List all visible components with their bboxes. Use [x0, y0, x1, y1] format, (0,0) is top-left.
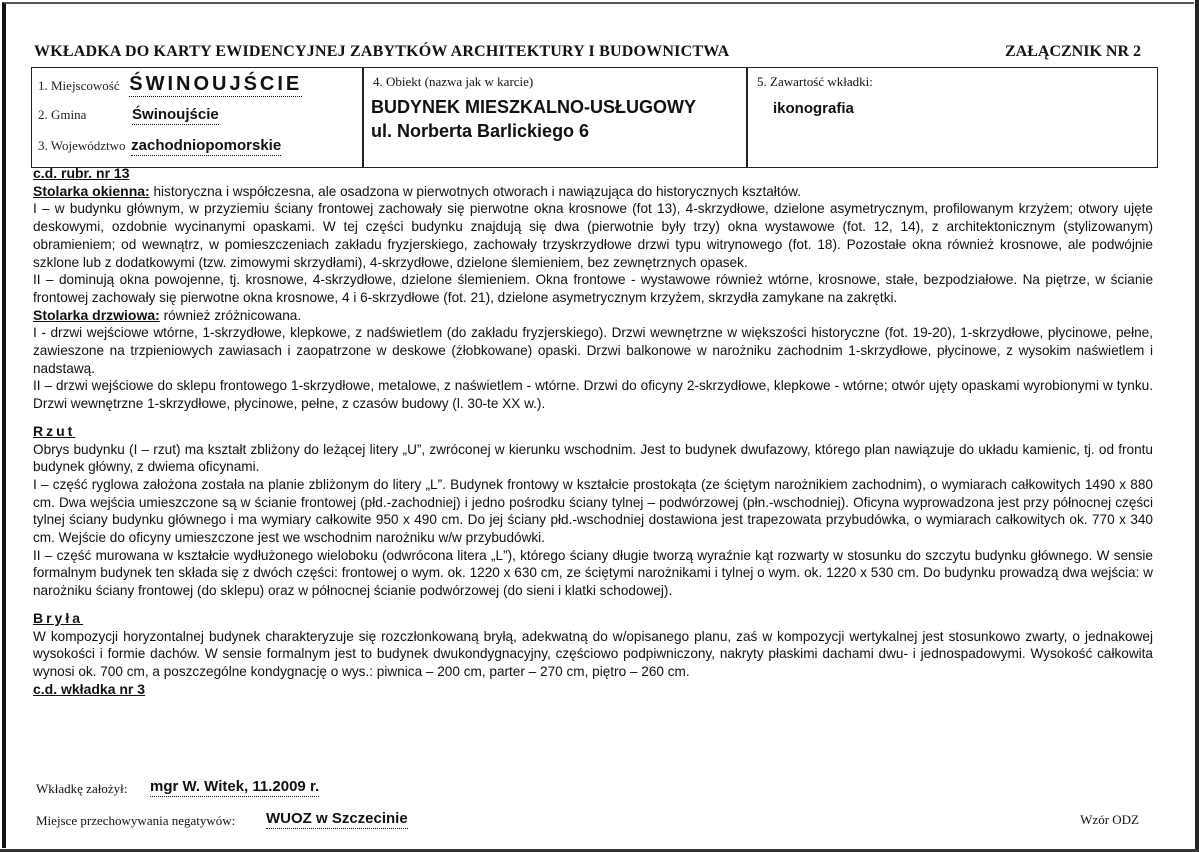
obiekt-address: ul. Norberta Barlickiego 6 — [371, 121, 590, 141]
windows-paragraph-2: II – dominują okna powojenne, tj. krosnowe, 4-skrzydłowe, dzielone ślemieniem. Okna frontowe - wystawowe również wtórne, krosnowe, stałe, bezpodziałowe. Na piętrze, w ścianie frontowej zachowały się pierwotne okna krosnowe, 4 i 6-skrzydłowe (fot. 21), dzielone asymetrycznym krzyżem, skrzydła zamykane na zakrętki. — [33, 272, 1153, 305]
form-divider — [746, 67, 748, 168]
field-gmina — [38, 106, 219, 123]
miejscowosc-value: ŚWINOUJŚCIE — [129, 73, 303, 95]
doors-heading: Stolarka drzwiowa: — [33, 306, 160, 323]
template-code: Wzór ODZ — [1080, 812, 1139, 827]
bryla-paragraph-1: W kompozycji horyzontalnej budynek charakteryzuje się rozczłonkowaną bryłą, adekwatną do w/opisanego planu, zaś w kompozycji wertykalnej jest stosunkowo zwarty, o jednakowej wysokości i formie dachów. W sensie formalnym jest to budynek dwukondygnacyjny, częściowo podpiwniczony, nakryty płaskimi dachami dwu- i jednospadowymi. Wysokość całkowita wynosi ok. 700 cm, a poszczególne kondygnację o wys.: piwnica – 200 cm, parter – 270 cm, piętro – 260 cm. — [33, 628, 1153, 679]
wojewodztwo-label: 3. Województwo — [38, 138, 126, 153]
rzut-paragraph-3: II – część murowana w kształcie wydłużonego wieloboku (odwrócona litera „L”), którego ściany długie tworzą wyraźnie kąt rozwarty w stosunku do szczytu budynku głównego. W sensie formalnym budynek ten składa się z dwóch części: frontowej o wym. ok. 1220 x 630 cm, ze ściętymi narożnikami i tylnej o wym. ok. 1220 x 530 cm. Do budynku prowadzą dwa wejścia: w narożniku ściany frontowej (do sklepu) oraz w północnej ścianie podwórzowej (do sieni i klatki schodowej). — [33, 547, 1153, 599]
obiekt-name: BUDYNEK MIESZKALNO-USŁUGOWY — [371, 97, 696, 117]
doors-intro: również zróżnicowana. — [159, 307, 302, 323]
wojewodztwo-value: zachodniopomorskie — [131, 137, 282, 154]
doors-intro-paragraph — [33, 307, 1153, 325]
field-miejscowosc — [38, 73, 302, 96]
miejscowosc-label: 1. Miejscowość — [38, 78, 120, 93]
rzut-paragraph-2: I – część ryglowa założona została na planie zbliżonym do litery „L”. Budynek frontowy w kształcie prostokąta (ze ściętym narożnikiem zachodnim), o wymiarach całkowitych 1490 x 880 cm. Dwa wejścia umieszczone są w ścianie frontowej (płd.-zachodniej) i jedno pośrodku ściany tylnej – podwórzowej (płn.-wschodniej). Oficyna wyprowadzona jest przy północnej części tylnej ściany budynku głównego i ma wymiary całkowite 950 x 490 cm. Do jej ściany płd.-wschodniej dostawiona jest trapezowata przybudówka, o wymiarach całkowitych ok. 770 x 340 cm. Wejście do oficyny umieszczone jest we wschodnim narożniku w/w przybudówki. — [33, 476, 1153, 546]
windows-intro-paragraph — [33, 183, 1153, 201]
rubric-heading: c.d. rubr. nr 13 — [33, 165, 130, 181]
doors-paragraph-2: II – drzwi wejściowe do sklepu frontowego 1-skrzydłowe, metalowe, z naświetlem - wtórne. Drzwi do oficyny 2-skrzydłowe, klepkowe - wtórne; otwór ujęty opaskami wyrobionymi w tynku. Drzwi wewnętrzne 1-skrzydłowe, płycinowe, pełne, z czasów budowy (l. 30-te XX w.). — [33, 378, 1153, 412]
bryla-heading: Bryła — [33, 609, 84, 626]
scan-edge — [1195, 0, 1199, 852]
windows-intro: historyczna i współczesna, ale osadzona w pierwotnych otworach i nawiązująca do historycznych kształtów. — [149, 183, 802, 199]
continuation-note: c.d. wkładka nr 3 — [33, 680, 146, 697]
rzut-heading: Rzut — [33, 422, 76, 439]
annex-number: ZAŁĄCZNIK NR 2 — [1004, 43, 1141, 60]
windows-paragraph-1: I – w budynku głównym, w przyziemiu ściany frontowej zachowały się pierwotne okna krosnowe (fot 13), 4-skrzydłowe, dzielone asymetrycznym, profilowanym krzyżem; otwory ujęte deskowymi, ozdobnie wycinanymi opaskami. W tej części budynku znajdują się dwa (pierwotnie były trzy) okna wystawowe (fot. 12, 14), z architektonicznym (stylizowanym) obramieniem; od wewnątrz, w pomieszczeniach zakładu fryzjerskiego, zachowały trzyskrzydłowe drzwi typu witrynowego (fot. 18). Pozostałe okna również krosnowe, ale podwójnie szklone lub z dodatkowymi (tzw. zimowymi skrzydłami), 4-skrzydłowe, dzielone ślemieniem, bez zewnętrznych opasek. — [33, 201, 1153, 270]
gmina-value: Świnoujście — [132, 106, 219, 123]
zawartosc-value: ikonografia — [773, 100, 854, 117]
rzut-paragraph-1: Obrys budynku (I – rzut) ma kształt zbliżony do leżącej litery „U”, zwróconej w kierunku wschodnim. Jest to budynek dwufazowy, którego plan nawiązuje do układu kamienic, tj. od frontu budynek główny, z dwiema oficynami. — [33, 441, 1153, 475]
storage-value: WUOZ w Szczecinie — [266, 810, 408, 827]
obiekt-label: 4. Obiekt (nazwa jak w karcie) — [373, 74, 534, 89]
gmina-label: 2. Gmina — [38, 107, 87, 122]
author-value: mgr W. Witek, 11.2009 r. — [150, 778, 320, 795]
form-divider — [362, 67, 364, 168]
author-label: Wkładkę założył: — [36, 781, 128, 796]
document-body — [33, 165, 1153, 698]
windows-heading: Stolarka okienna: — [33, 182, 150, 199]
document-title: WKŁADKA DO KARTY EWIDENCYJNEJ ZABYTKÓW ARCHITEKTURY I BUDOWNICTWA — [34, 43, 730, 60]
zawartosc-label: 5. Zawartość wkładki: — [757, 74, 873, 89]
storage-label: Miejsce przechowywania negatywów: — [36, 813, 236, 828]
field-wojewodztwo — [38, 137, 281, 154]
doors-paragraph-1: I - drzwi wejściowe wtórne, 1-skrzydłowe, klepkowe, z nadświetlem (do zakładu fryzjerskiego). Drzwi wewnętrzne w większości historyczne (fot. 19-20), 1-skrzydłowe, płycinowe, pełne, zawieszone na trzpieniowych zawiasach i zaopatrzone w deskowe (żłobkowane) opaski. Drzwi balkonowe w narożniku zachodnim 1-skrzydłowe, płycinowe, z wysokim naświetlem i nadstawą. — [33, 325, 1153, 376]
